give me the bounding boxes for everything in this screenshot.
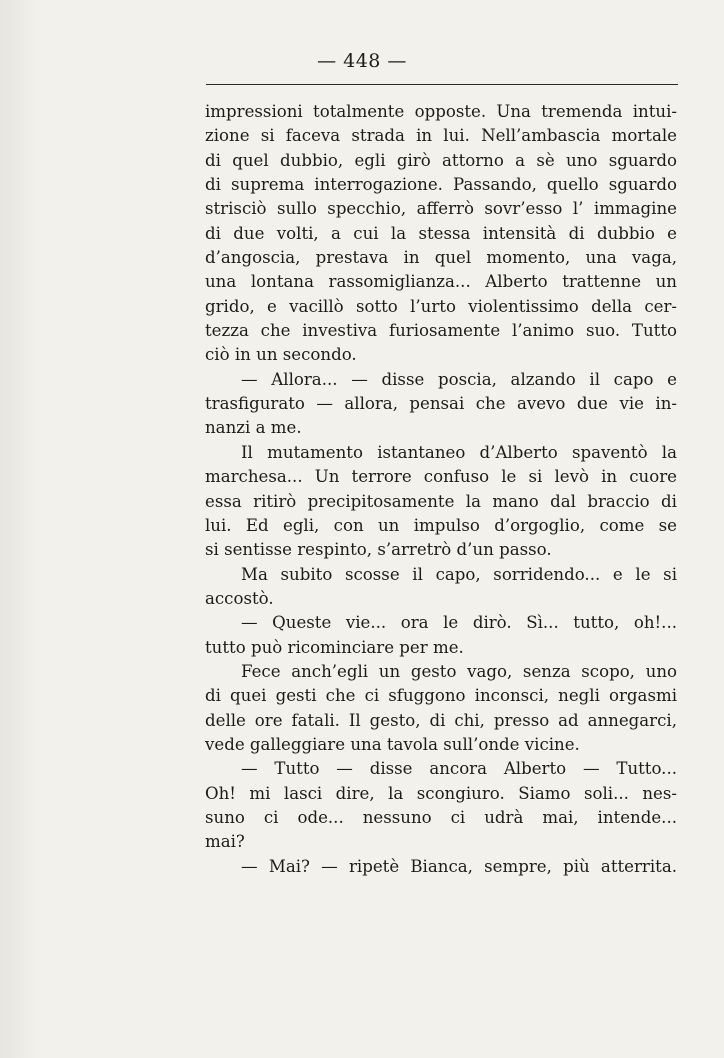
- text-line: strisciò sullo specchio, afferrò sovr’esso l’ immagine: [205, 199, 677, 219]
- text-line: impressioni totalmente opposte. Una tremenda intui-: [205, 102, 677, 121]
- text-line: di quei gesti che ci sfuggono inconsci, negli orgasmi: [205, 686, 677, 706]
- text-line: di quel dubbio, egli girò attorno a sè uno sguardo: [205, 150, 677, 170]
- text-line: accostò.: [205, 588, 274, 608]
- text-line: di due volti, a cui la stessa intensità di dubbio e: [205, 223, 677, 243]
- text-line: zione si faceva strada in lui. Nell’ambascia mortale: [205, 126, 677, 146]
- text-line: trasfigurato — allora, pensai che avevo due vie in-: [205, 394, 677, 414]
- text-line: delle ore fatali. Il gesto, di chi, presso ad annegarci,: [205, 710, 677, 730]
- text-line: tezza che investiva furiosamente l’animo suo. Tutto: [205, 321, 677, 341]
- text-line: mai?: [205, 832, 245, 852]
- text-line: una lontana rassomiglianza... Alberto trattenne un: [205, 272, 677, 292]
- text-line: d’angoscia, prestava in quel momento, una vaga,: [205, 248, 677, 268]
- text-line: suno ci ode... nessuno ci udrà mai, intende...: [205, 807, 677, 827]
- text-line: vede galleggiare una tavola sull’onde vicine.: [205, 734, 580, 754]
- text-line: — Tutto — disse ancora Alberto — Tutto...: [241, 759, 677, 779]
- text-line: Oh! mi lasci dire, la scongiuro. Siamo soli... nes-: [205, 783, 677, 803]
- header-rule: [206, 84, 678, 85]
- text-line: — Queste vie... ora le dirò. Sì... tutto, oh!...: [241, 613, 677, 633]
- text-line: nanzi a me.: [205, 418, 302, 438]
- text-line: Fece anch’egli un gesto vago, senza scopo, uno: [241, 661, 677, 681]
- text-line: marchesa... Un terrore confuso le si levò in cuore: [205, 467, 677, 487]
- text-line: tutto può ricominciare per me.: [205, 637, 464, 657]
- page-number: — 448 —: [317, 50, 407, 72]
- body-text: [205, 100, 677, 879]
- text-line: Il mutamento istantaneo d’Alberto spaventò la: [241, 442, 677, 462]
- text-line: — Allora... — disse poscia, alzando il capo e: [241, 369, 677, 389]
- text-line: grido, e vacillò sotto l’urto violentissimo della cer-: [205, 296, 677, 316]
- text-line: lui. Ed egli, con un impulso d’orgoglio, come se: [205, 515, 677, 535]
- text-line: essa ritirò precipitosamente la mano dal braccio di: [205, 491, 677, 511]
- text-line: — Mai? — ripetè Bianca, sempre, più atterrita.: [241, 856, 677, 876]
- text-line: di suprema interrogazione. Passando, quello sguardo: [205, 175, 677, 195]
- text-line: Ma subito scosse il capo, sorridendo... e le si: [241, 564, 677, 584]
- text-line: ciò in un secondo.: [205, 345, 357, 365]
- text-line: si sentisse respinto, s’arretrò d’un passo.: [205, 540, 552, 560]
